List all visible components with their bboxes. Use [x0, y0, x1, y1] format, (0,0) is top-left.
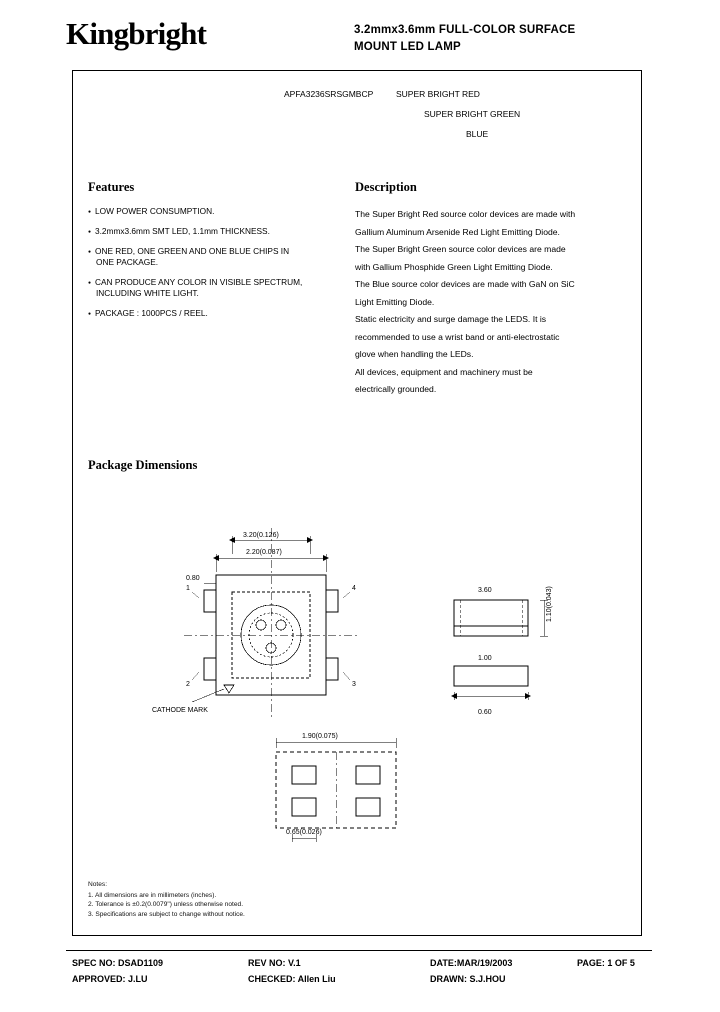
document-title [354, 22, 654, 56]
description-line: electrically grounded. [355, 384, 437, 394]
footer-rev-no: REV NO: V.1 [248, 958, 301, 968]
pin-4: 4 [352, 585, 356, 592]
description-line: recommended to use a wrist band or anti-electrostatic [355, 331, 560, 342]
footer-date: DATE:MAR/19/2003 [430, 958, 513, 968]
note-item: 2. Tolerance is ±0.2(0.0079") unless otherwise noted. [88, 901, 244, 908]
pin-1: 1 [186, 585, 190, 592]
feature-text: 3.2mmx3.6mm SMT LED, 1.1mm THICKNESS. [95, 226, 270, 236]
feature-text: LOW POWER CONSUMPTION. [95, 206, 215, 216]
description-line: glove when handling the LEDs. [355, 349, 474, 359]
description-line: Static electricity and surge damage the LEDS. It is [355, 314, 547, 324]
feature-text: CAN PRODUCE ANY COLOR IN VISIBLE SPECTRUM, [95, 277, 303, 287]
package-dimensions-title: Package Dimensions [88, 458, 198, 472]
description-title: Description [355, 180, 417, 194]
part-color-blue: BLUE [466, 129, 489, 139]
note-item: 1. All dimensions are in millimeters (inches). [88, 891, 217, 899]
feature-text-cont: ONE PACKAGE. [96, 257, 159, 267]
dim-top-3: 0.80 [186, 575, 200, 582]
feature-item [88, 277, 343, 299]
description-line: The Blue source color devices are made with GaN on SiC [355, 279, 575, 289]
part-color-red: SUPER BRIGHT RED [396, 89, 480, 99]
feature-item [88, 206, 343, 217]
feature-item [88, 226, 343, 237]
page-header [66, 18, 654, 66]
note-item: 3. Specifications are subject to change without notice. [88, 910, 245, 918]
footer-approved: APPROVED: J.LU [72, 974, 148, 984]
pin-2: 2 [186, 681, 190, 688]
notes-section [88, 880, 508, 919]
features-title: Features [88, 180, 135, 194]
description-section [355, 180, 625, 399]
description-line: Gallium Aluminum Arsenide Red Light Emitting Diode. [355, 226, 560, 237]
page-footer [72, 958, 644, 990]
company-logo: Kingbright [66, 16, 207, 51]
description-line: All devices, equipment and machinery must be [355, 366, 533, 377]
footer-drawn: DRAWN: S.J.HOU [430, 974, 506, 984]
footer-checked: CHECKED: Allen Liu [248, 974, 336, 984]
footer-divider [66, 950, 652, 951]
features-section [88, 180, 343, 328]
feature-item [88, 308, 343, 319]
description-line: with Gallium Phosphide Green Light Emitting Diode. [355, 261, 553, 272]
pin-3: 3 [352, 681, 356, 688]
dim-bottom-1: 0.65(0.026) [286, 829, 322, 836]
dim-top-2: 2.20(0.087) [246, 549, 282, 556]
footer-spec-no: SPEC NO: DSAD1109 [72, 958, 164, 968]
footer-page: PAGE: 1 OF 5 [577, 958, 635, 968]
package-drawing [96, 480, 616, 860]
description-line: Light Emitting Diode. [355, 296, 435, 307]
feature-item [88, 246, 343, 268]
notes-title: Notes: [88, 881, 108, 888]
dim-bottom-2: 1.90(0.075) [302, 733, 338, 740]
document-title-line1: 3.2mmx3.6mm FULL-COLOR SURFACE [354, 24, 576, 36]
document-title-line2: MOUNT LED LAMP [354, 41, 461, 53]
cathode-mark-label: CATHODE MARK [152, 707, 208, 714]
feature-text-cont: INCLUDING WHITE LIGHT. [96, 288, 199, 298]
feature-text: ONE RED, ONE GREEN AND ONE BLUE CHIPS IN [95, 246, 290, 256]
part-number-block [284, 84, 624, 144]
feature-text: PACKAGE : 1000PCS / REEL. [95, 308, 208, 318]
part-number: APFA3236SRSGMBCP [284, 89, 374, 99]
dim-side-1: 3.60 [478, 587, 492, 594]
description-line: The Super Bright Red source color devices are made with [355, 209, 576, 219]
part-color-green: SUPER BRIGHT GREEN [424, 109, 521, 119]
dim-side-3: 1.00 [478, 655, 492, 662]
dim-top-1: 3.20(0.126) [243, 532, 279, 539]
dim-right: 1.10(0.043) [546, 586, 553, 622]
dim-side-5: 0.60 [478, 709, 492, 716]
description-line: The Super Bright Green source color devices are made [355, 244, 566, 254]
